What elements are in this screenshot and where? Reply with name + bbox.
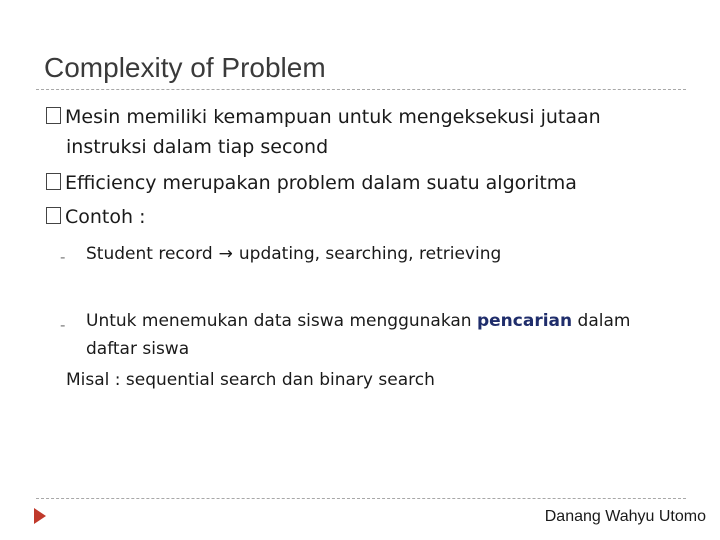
bullet-1-line-2: instruksi dalam tiap second	[66, 136, 329, 158]
sub-item-1-post: updating, searching, retrieving	[238, 244, 502, 264]
sub-item-2-post: dalam	[577, 311, 631, 331]
footer-author: Danang Wahyu Utomo	[544, 508, 706, 525]
page-title: Complexity of Problem	[44, 52, 326, 83]
dash-bullet-icon: -	[60, 316, 66, 334]
sub-item-2-line-2: daftar siswa	[86, 339, 190, 359]
red-triangle-icon	[34, 508, 46, 524]
bullet-3-text: Contoh :	[65, 206, 146, 228]
sub-item-2	[86, 311, 630, 331]
bullet-item-2	[46, 172, 577, 194]
highlight-keyword: pencarian	[476, 311, 573, 331]
bullet-item-3	[46, 206, 146, 228]
right-arrow-icon: →	[218, 244, 233, 264]
sub-item-1-pre: Student record	[86, 244, 213, 264]
bullet-2-text: Efficiency merupakan problem dalam suatu algoritma	[65, 172, 577, 194]
checkbox-bullet-icon	[46, 107, 61, 124]
sub-item-1	[86, 244, 501, 264]
bullet-item-1	[46, 106, 601, 128]
bullet-1-line-1: Mesin memiliki kemampuan untuk mengeksekusi jutaan	[65, 106, 601, 128]
dash-bullet-icon: -	[60, 248, 66, 266]
checkbox-bullet-icon	[46, 173, 61, 190]
example-note: Misal : sequential search dan binary search	[66, 370, 435, 390]
footer-divider	[36, 498, 686, 499]
sub-item-2-pre: Untuk menemukan data siswa menggunakan	[86, 311, 472, 331]
checkbox-bullet-icon	[46, 207, 61, 224]
